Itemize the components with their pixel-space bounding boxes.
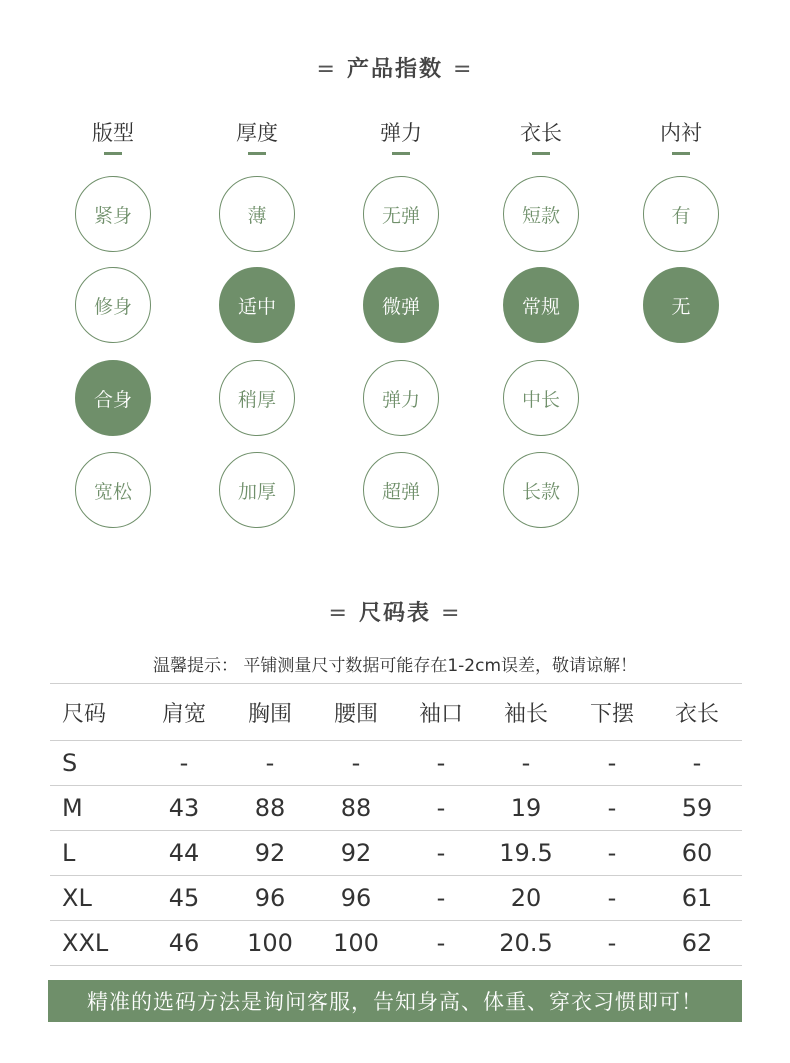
title-equals-left: = (328, 601, 349, 626)
option-label: 微弹 (381, 295, 420, 318)
measurement-cell: 96 (310, 876, 402, 921)
option-label: 稍厚 (237, 388, 276, 411)
option-circle (219, 452, 295, 528)
column-header (631, 118, 731, 155)
size-table-header-cell: 衣长 (652, 684, 742, 741)
option-label: 合身 (93, 388, 132, 411)
size-chart-title (0, 596, 790, 627)
measurement-cell: 92 (310, 831, 402, 876)
footer-text: 精准的选码方法是询问客服，告知身高、体重、穿衣习惯即可！ (87, 990, 703, 1014)
title-equals-left: = (316, 57, 337, 82)
measurement-cell: 62 (652, 921, 742, 966)
size-table (50, 683, 742, 966)
option-label: 超弹 (381, 480, 420, 503)
measurement-cell: - (572, 831, 652, 876)
option-circle (363, 176, 439, 252)
column-header-label: 内衬 (660, 121, 702, 145)
option-label: 无 (671, 295, 691, 318)
size-table-header-cell: 尺码 (50, 684, 138, 741)
option-label: 适中 (237, 295, 276, 318)
option-label: 有 (671, 204, 691, 227)
column-header-label: 弹力 (380, 121, 422, 145)
option-label: 弹力 (381, 388, 420, 411)
measurement-cell: - (402, 876, 480, 921)
measurement-cell: 20 (480, 876, 572, 921)
option-circle (503, 360, 579, 436)
table-row (50, 831, 742, 876)
size-label-cell: L (50, 831, 138, 876)
column-header-underline (248, 152, 266, 155)
size-table-header (50, 684, 742, 741)
size-label-cell: M (50, 786, 138, 831)
column-header (63, 118, 163, 155)
measurement-cell: - (572, 786, 652, 831)
size-table-body (50, 741, 742, 966)
measurement-cell: 88 (230, 786, 310, 831)
size-table-header-cell: 胸围 (230, 684, 310, 741)
table-row (50, 741, 742, 786)
measurement-cell: 96 (230, 876, 310, 921)
measurement-cell: 44 (138, 831, 230, 876)
option-circle-selected (219, 267, 295, 343)
table-row (50, 876, 742, 921)
product-index-title-text: 产品指数 (346, 57, 443, 82)
size-chart-title-text: 尺码表 (358, 601, 431, 626)
measurement-cell: 100 (310, 921, 402, 966)
option-circle (363, 360, 439, 436)
measurement-cell: 45 (138, 876, 230, 921)
column-header (207, 118, 307, 155)
measurement-cell: - (230, 741, 310, 786)
column-header (491, 118, 591, 155)
measurement-cell: - (480, 741, 572, 786)
table-row (50, 921, 742, 966)
size-table-header-cell: 腰围 (310, 684, 402, 741)
title-equals-right: = (441, 601, 462, 626)
option-circle-selected (363, 267, 439, 343)
product-index-title (0, 52, 790, 83)
option-label: 加厚 (237, 480, 276, 503)
option-circle (363, 452, 439, 528)
measurement-cell: - (572, 921, 652, 966)
column-header-label: 厚度 (236, 121, 278, 145)
measurement-cell: 46 (138, 921, 230, 966)
measurement-cell: - (402, 786, 480, 831)
option-circle (219, 176, 295, 252)
option-circle-selected (643, 267, 719, 343)
measurement-cell: - (138, 741, 230, 786)
measurement-cell: 20.5 (480, 921, 572, 966)
measurement-cell: 43 (138, 786, 230, 831)
footer-banner (48, 980, 742, 1022)
size-label-cell: XL (50, 876, 138, 921)
measurement-cell: 100 (230, 921, 310, 966)
measurement-cell: 88 (310, 786, 402, 831)
size-table-header-cell: 袖长 (480, 684, 572, 741)
measurement-cell: - (572, 876, 652, 921)
size-table-header-cell: 袖口 (402, 684, 480, 741)
size-label-cell: XXL (50, 921, 138, 966)
option-label: 常规 (521, 295, 560, 318)
column-header-underline (104, 152, 122, 155)
measurement-cell: - (402, 831, 480, 876)
option-label: 紧身 (93, 204, 132, 227)
size-table-header-cell: 下摆 (572, 684, 652, 741)
measurement-cell: - (402, 921, 480, 966)
measurement-cell: 61 (652, 876, 742, 921)
option-label: 修身 (93, 295, 132, 318)
measurement-cell: 59 (652, 786, 742, 831)
option-circle-selected (75, 360, 151, 436)
measurement-cell: - (310, 741, 402, 786)
column-header-label: 衣长 (520, 121, 562, 145)
option-label: 长款 (521, 480, 560, 503)
column-header-underline (532, 152, 550, 155)
option-label: 宽松 (93, 480, 132, 503)
title-equals-right: = (453, 57, 474, 82)
measurement-cell: - (572, 741, 652, 786)
size-table-header-cell: 肩宽 (138, 684, 230, 741)
option-label: 中长 (521, 388, 560, 411)
measurement-cell: - (402, 741, 480, 786)
table-row (50, 786, 742, 831)
column-header-label: 版型 (92, 121, 134, 145)
option-circle (219, 360, 295, 436)
measurement-cell: 19 (480, 786, 572, 831)
column-header-underline (672, 152, 690, 155)
measurement-cell: 92 (230, 831, 310, 876)
option-circle (503, 176, 579, 252)
option-label: 短款 (521, 204, 560, 227)
measurement-cell: - (652, 741, 742, 786)
column-header-underline (392, 152, 410, 155)
option-circle (75, 176, 151, 252)
option-label: 薄 (247, 204, 267, 227)
measurement-cell: 60 (652, 831, 742, 876)
measurement-cell: 19.5 (480, 831, 572, 876)
option-label: 无弹 (381, 204, 420, 227)
option-circle-selected (503, 267, 579, 343)
measurement-notice: 温馨提示： 平铺测量尺寸数据可能存在1-2cm误差，敬请谅解！ (152, 656, 638, 676)
size-label-cell: S (50, 741, 138, 786)
option-circle (75, 452, 151, 528)
option-circle (75, 267, 151, 343)
column-header (351, 118, 451, 155)
option-circle (503, 452, 579, 528)
option-circle (643, 176, 719, 252)
